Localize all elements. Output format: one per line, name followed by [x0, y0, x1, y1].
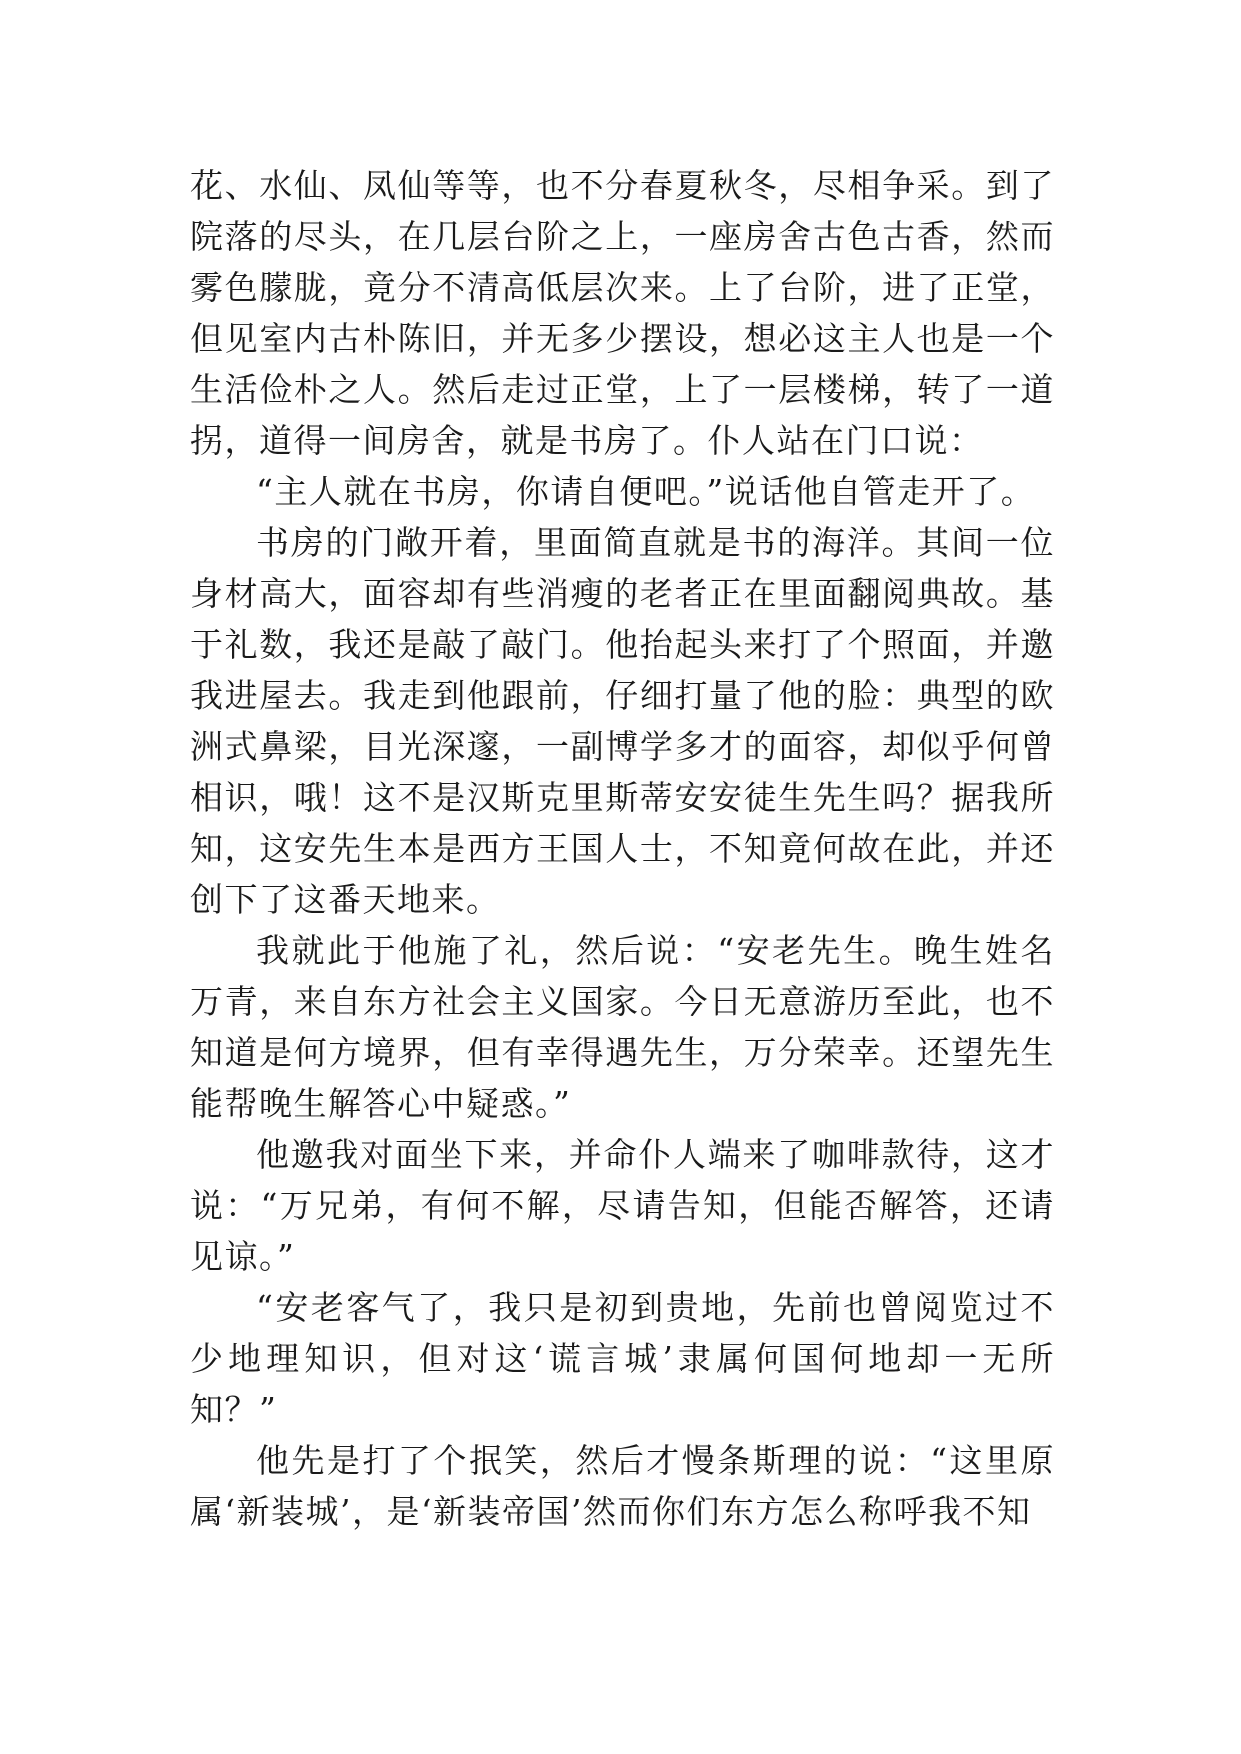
- paragraph-7: 他先是打了个抿笑，然后才慢条斯理的说：“这里原属‘新装城’，是‘新装帝国’然而你们东方怎么称呼我不知: [190, 1441, 1055, 1531]
- paragraph-6: “安老客气了，我只是初到贵地，先前也曾阅览过不少地理知识，但对这‘谎言城’隶属何国何地却一无所知？”: [190, 1288, 1055, 1429]
- paragraph-3: 书房的门敞开着，里面简直就是书的海洋。其间一位身材高大，面容却有些消瘦的老者正在里面翻阅典故。基于礼数，我还是敲了敲门。他抬起头来打了个照面，并邀我进屋去。我走到他跟前，仔细打量了他的脸：典型的欧洲式鼻梁，目光深邃，一副博学多才的面容，却似乎何曾相识，哦！这不是汉斯克里斯蒂安安徒生先生吗？据我所知，这安先生本是西方王国人士，不知竟何故在此，并还创下了这番天地来。: [190, 523, 1055, 919]
- paragraph-2: “主人就在书房，你请自便吧。”说话他自管走开了。: [256, 472, 1036, 511]
- body-text: [190, 160, 1055, 1537]
- paragraph-1: 花、水仙、凤仙等等，也不分春夏秋冬，尽相争采。到了院落的尽头，在几层台阶之上，一座房舍古色古香，然而雾色朦胧，竟分不清高低层次来。上了台阶，进了正堂，但见室内古朴陈旧，并无多少摆设，想必这主人也是一个生活俭朴之人。然后走过正堂，上了一层楼梯，转了一道拐，道得一间房舍，就是书房了。仆人站在门口说：: [190, 166, 1055, 460]
- paragraph-5: 他邀我对面坐下来，并命仆人端来了咖啡款待，这才说：“万兄弟，有何不解，尽请告知，但能否解答，还请见谅。”: [190, 1135, 1055, 1276]
- paragraph-4: 我就此于他施了礼，然后说：“安老先生。晚生姓名万青，来自东方社会主义国家。今日无意游历至此，也不知道是何方境界，但有幸得遇先生，万分荣幸。还望先生能帮晚生解答心中疑惑。”: [190, 931, 1055, 1123]
